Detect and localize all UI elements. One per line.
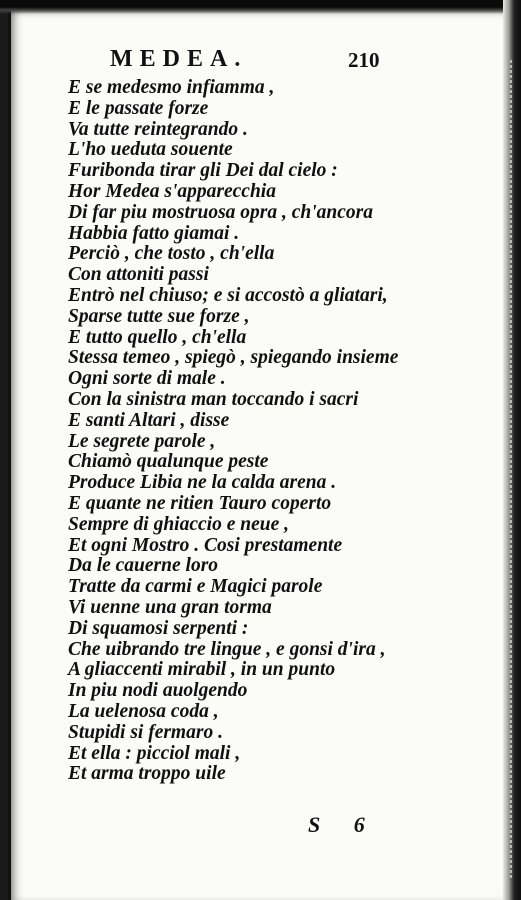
verse-line: E tutto quello , ch'ella bbox=[68, 326, 247, 348]
verse-line: Perciò , che tosto , ch'ella bbox=[68, 243, 275, 265]
running-title: MEDEA. bbox=[110, 46, 248, 72]
verse-line: Va tutte reintegrando . bbox=[68, 118, 248, 140]
verse-line: E santi Altari , disse bbox=[68, 409, 230, 431]
verse-line: Che uibrando tre lingue , e gonsi d'ira , bbox=[68, 638, 386, 660]
page-number: 210 bbox=[348, 48, 380, 72]
verse-line: Furibonda tirar gli Dei dal cielo : bbox=[68, 160, 338, 182]
verse-line: Et ogni Mostro . Cosi prestamente bbox=[68, 534, 343, 556]
verse-line: Da le cauerne loro bbox=[68, 555, 219, 577]
verse-line: Vi uenne una gran torma bbox=[68, 596, 272, 618]
verse-line: Produce Libia ne la calda arena . bbox=[68, 472, 337, 494]
verse-line: Habbia fatto giamai . bbox=[68, 222, 240, 244]
verse-line: Stupidi si fermaro . bbox=[68, 721, 223, 743]
verse-line: Hor Medea s'apparecchia bbox=[68, 180, 276, 202]
verse-line: Sparse tutte sue forze , bbox=[68, 305, 250, 327]
verse-line: E se medesmo infiamma , bbox=[68, 77, 275, 98]
verse-line: Et ella : picciol mali , bbox=[68, 742, 241, 764]
signature-mark: S 6 bbox=[308, 812, 379, 837]
verse-line: Le segrete parole , bbox=[68, 430, 216, 452]
verse-line: Stessa temeo , spiegò , spiegando insieme bbox=[68, 347, 399, 369]
verse-line: Et arma troppo uile bbox=[68, 763, 226, 785]
verse-line: Ogni sorte di male . bbox=[68, 368, 226, 390]
verse-text bbox=[68, 78, 398, 785]
verse-line: In piu nodi auolgendo bbox=[68, 680, 248, 702]
verse-line: Chiamò qualunque peste bbox=[68, 451, 269, 473]
verse-line: Con la sinistra man toccando i sacri bbox=[68, 388, 359, 410]
verse-line: Tratte da carmi e Magici parole bbox=[68, 576, 323, 598]
verse-line: Di squamosi serpenti : bbox=[68, 617, 249, 639]
verse-line: E quante ne ritien Tauro coperto bbox=[68, 492, 332, 514]
verse-line: A gliaccenti mirabil , in un punto bbox=[68, 659, 336, 681]
verse-line: Entrò nel chiuso; e si accostò a gliatari, bbox=[68, 284, 388, 306]
book-gutter-edge bbox=[503, 0, 521, 900]
verse-line: L'ho ueduta souente bbox=[68, 139, 233, 161]
verse-line: Con attoniti passi bbox=[68, 264, 209, 286]
page-top-edge bbox=[0, 0, 521, 14]
verse-line: Sempre di ghiaccio e neue , bbox=[68, 513, 289, 535]
verse-line: Di far piu mostruosa opra , ch'ancora bbox=[68, 201, 374, 223]
verse-line: E le passate forze bbox=[68, 97, 209, 119]
verse-line: La uelenosa coda , bbox=[68, 700, 219, 722]
